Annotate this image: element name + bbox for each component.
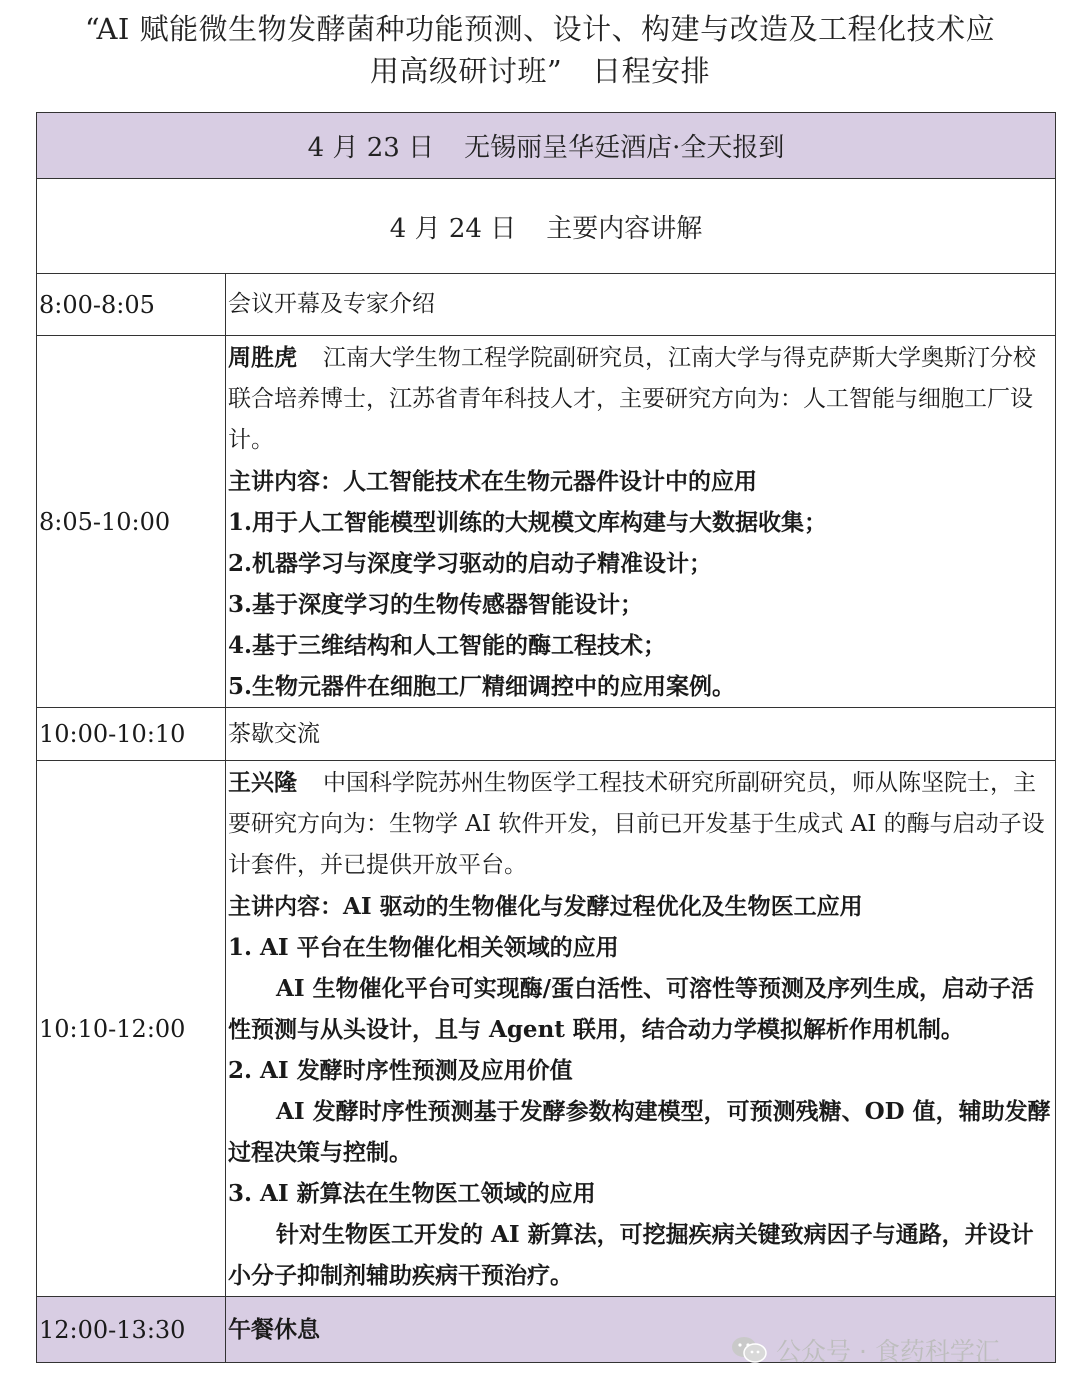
time-cell: 12:00-13:30 xyxy=(37,1297,226,1363)
day2-text: 主要内容讲解 xyxy=(546,213,703,244)
content-cell: 会议开幕及专家介绍 xyxy=(226,274,1056,336)
day2-date: 4 月 24 日 xyxy=(389,213,517,244)
topic-item: 3.基于深度学习的生物传感器智能设计； xyxy=(228,590,644,618)
schedule-row xyxy=(37,336,1056,708)
schedule-table xyxy=(36,112,1056,1363)
section-body: 针对生物医工开发的 AI 新算法，可挖掘疾病关键致病因子与通路，并设计小分子抑制剂辅助疾病干预治疗。 xyxy=(228,1220,1034,1289)
watermark-text: 公众号 · 食药科学汇 xyxy=(776,1337,1000,1366)
bio-text: 江南大学生物工程学院副研究员，江南大学与得克萨斯大学奥斯汀分校联合培养博士，江苏省青年科技人才，主要研究方向为：人工智能与细胞工厂设计。 xyxy=(228,344,1036,453)
page-title xyxy=(0,8,1080,92)
topic-line: 主讲内容：AI 驱动的生物催化与发酵过程优化及生物医工应用 xyxy=(228,892,863,920)
day1-header xyxy=(37,113,1056,179)
section-body: AI 生物催化平台可实现酶/蛋白活性、可溶性等预测及序列生成，启动子活性预测与从头设计，且与 Agent 联用，结合动力学模拟解析作用机制。 xyxy=(228,974,1035,1043)
title-line-2 xyxy=(0,50,1080,92)
schedule-row xyxy=(37,708,1056,761)
bio-text: 中国科学院苏州生物医学工程技术研究所副研究员，师从陈坚院士，主要研究方向为：生物学 AI 软件开发，目前已开发基于生成式 AI 的酶与启动子设计套件，并已提供开放平台。 xyxy=(228,769,1045,878)
content-cell: 茶歇交流 xyxy=(226,708,1056,761)
topic-item: 4.基于三维结构和人工智能的酶工程技术； xyxy=(228,631,667,659)
time-cell: 10:00-10:10 xyxy=(37,708,226,761)
section-title: 1. AI 平台在生物催化相关领域的应用 xyxy=(228,933,619,961)
topic-item: 5.生物元器件在细胞工厂精细调控中的应用案例。 xyxy=(228,672,736,700)
speaker-name: 王兴隆 xyxy=(228,768,297,796)
speaker-bio xyxy=(228,337,1055,461)
content-cell: 午餐休息 xyxy=(226,1297,1056,1363)
day1-text: 无锡丽呈华廷酒店·全天报到 xyxy=(464,133,785,163)
title-line-2b: 日程安排 xyxy=(592,54,711,88)
day2-header-row xyxy=(37,179,1056,274)
section-title: 2. AI 发酵时序性预测及应用价值 xyxy=(228,1056,573,1084)
section-title: 3. AI 新算法在生物医工领域的应用 xyxy=(228,1179,596,1207)
content-cell xyxy=(226,336,1056,708)
time-cell: 10:10-12:00 xyxy=(37,761,226,1297)
title-line-2a: 用高级研讨班” xyxy=(369,54,563,88)
content-cell xyxy=(226,761,1056,1297)
time-cell: 8:00-8:05 xyxy=(37,274,226,336)
day2-header xyxy=(37,179,1056,274)
section-body: AI 发酵时序性预测基于发酵参数构建模型，可预测残糖、OD 值，辅助发酵过程决策与控制。 xyxy=(228,1097,1051,1166)
topic-line: 主讲内容：人工智能技术在生物元器件设计中的应用 xyxy=(228,467,757,495)
wechat-icon xyxy=(730,1335,768,1365)
title-line-1: “AI 赋能微生物发酵菌种功能预测、设计、构建与改造及工程化技术应 xyxy=(84,12,996,46)
schedule-row xyxy=(37,274,1056,336)
day1-date: 4 月 23 日 xyxy=(307,133,435,163)
time-cell: 8:05-10:00 xyxy=(37,336,226,708)
watermark xyxy=(730,1330,1060,1370)
topic-item: 2.机器学习与深度学习驱动的启动子精准设计； xyxy=(228,549,713,577)
speaker-name: 周胜虎 xyxy=(228,343,297,371)
day1-header-row xyxy=(37,113,1056,179)
speaker-bio xyxy=(228,762,1055,886)
topic-item: 1.用于人工智能模型训练的大规模文库构建与大数据收集； xyxy=(228,508,828,536)
schedule-row xyxy=(37,761,1056,1297)
